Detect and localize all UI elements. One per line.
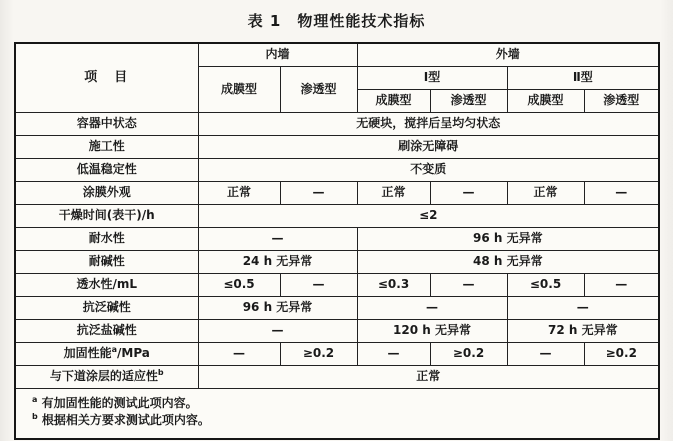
row-next-coat-compatibility (15, 366, 659, 389)
header-type-ii-film: 成膜型 (507, 90, 584, 113)
row-label: 加固性能$^a$/MPa (15, 343, 198, 366)
cell: 24 h 无异常 (198, 251, 357, 274)
cell: — (584, 182, 659, 205)
row-reinforcement-performance (15, 343, 659, 366)
cell: 不变质 (198, 159, 659, 182)
cell: ≥0.2 (430, 343, 507, 366)
footnote-text: 有加固性能的测试此项内容。 (41, 396, 198, 410)
cell: 正常 (507, 182, 584, 205)
cell: ≤0.3 (357, 274, 430, 297)
header-type-i-film: 成膜型 (357, 90, 430, 113)
row-label: 涂膜外观 (15, 182, 198, 205)
footnote-b (32, 411, 650, 428)
cell: — (198, 343, 280, 366)
row-anti-efflorescence (15, 297, 659, 320)
cell: 正常 (198, 182, 280, 205)
cell: 无硬块，搅拌后呈均匀状态 (198, 113, 659, 136)
row-drying-time (15, 205, 659, 228)
cell: ≤0.5 (507, 274, 584, 297)
spec-table (14, 42, 660, 440)
cell: — (584, 274, 659, 297)
row-label: 施工性 (15, 136, 198, 159)
row-water-permeability (15, 274, 659, 297)
cell: 48 h 无异常 (357, 251, 659, 274)
cell: — (198, 320, 357, 343)
header-interior-wall: 内墙 (198, 43, 357, 67)
row-alkali-resistance (15, 251, 659, 274)
cell: 72 h 无异常 (507, 320, 659, 343)
cell: — (430, 182, 507, 205)
footnote-text: 根据相关方要求测试此项内容。 (41, 412, 210, 427)
footnote-a (32, 397, 650, 411)
cell: — (280, 274, 357, 297)
footnote-marker: a (32, 395, 38, 404)
row-label: 耐水性 (15, 228, 198, 251)
cell: ≥0.2 (584, 343, 659, 366)
header-row-1 (15, 43, 659, 67)
row-label: 抗泛碱性 (15, 297, 198, 320)
footnote-ref-b: b (157, 368, 164, 378)
cell: — (507, 297, 659, 320)
row-label: 与下道涂层的适应性$^b$ (15, 366, 198, 389)
row-label: 透水性/mL (15, 274, 198, 297)
cell: ≥0.2 (280, 343, 357, 366)
header-type-i: Ⅰ型 (357, 67, 507, 90)
cell: — (357, 297, 507, 320)
header-type-i-penetrating: 渗透型 (430, 90, 507, 113)
row-anti-salt-efflorescence (15, 320, 659, 343)
cell: 刷涂无障碍 (198, 136, 659, 159)
cell: — (357, 343, 430, 366)
row-label: 抗泛盐碱性 (15, 320, 198, 343)
header-interior-penetrating: 渗透型 (280, 67, 357, 113)
row-low-temp-stability (15, 159, 659, 182)
footnote-marker: b (32, 411, 38, 421)
footnote-section (15, 389, 659, 439)
cell: — (280, 182, 357, 205)
row-label: 容器中状态 (15, 113, 198, 136)
header-type-ii-penetrating: 渗透型 (584, 90, 659, 113)
cell: ≤2 (198, 205, 659, 228)
cell: 96 h 无异常 (357, 228, 659, 251)
row-label: 低温稳定性 (15, 159, 198, 182)
row-water-resistance (15, 228, 659, 251)
cell: 120 h 无异常 (357, 320, 507, 343)
row-workability (15, 136, 659, 159)
table-title: 表 1 物理性能技术指标 (247, 12, 426, 30)
cell: — (507, 343, 584, 366)
header-type-ii: Ⅱ型 (507, 67, 659, 90)
cell: 96 h 无异常 (198, 297, 357, 320)
row-film-appearance (15, 182, 659, 205)
cell: — (430, 274, 507, 297)
header-item: 项 目 (15, 43, 198, 113)
row-label: 耐碱性 (15, 251, 198, 274)
cell: — (198, 228, 357, 251)
header-exterior-wall: 外墙 (357, 43, 659, 67)
cell: 正常 (357, 182, 430, 205)
row-container-state (15, 113, 659, 136)
footnote-ref-a: a (111, 345, 117, 355)
row-label: 干燥时间(表干)/h (15, 205, 198, 228)
cell: 正常 (198, 366, 659, 389)
header-interior-film: 成膜型 (198, 67, 280, 113)
cell: ≤0.5 (198, 274, 280, 297)
